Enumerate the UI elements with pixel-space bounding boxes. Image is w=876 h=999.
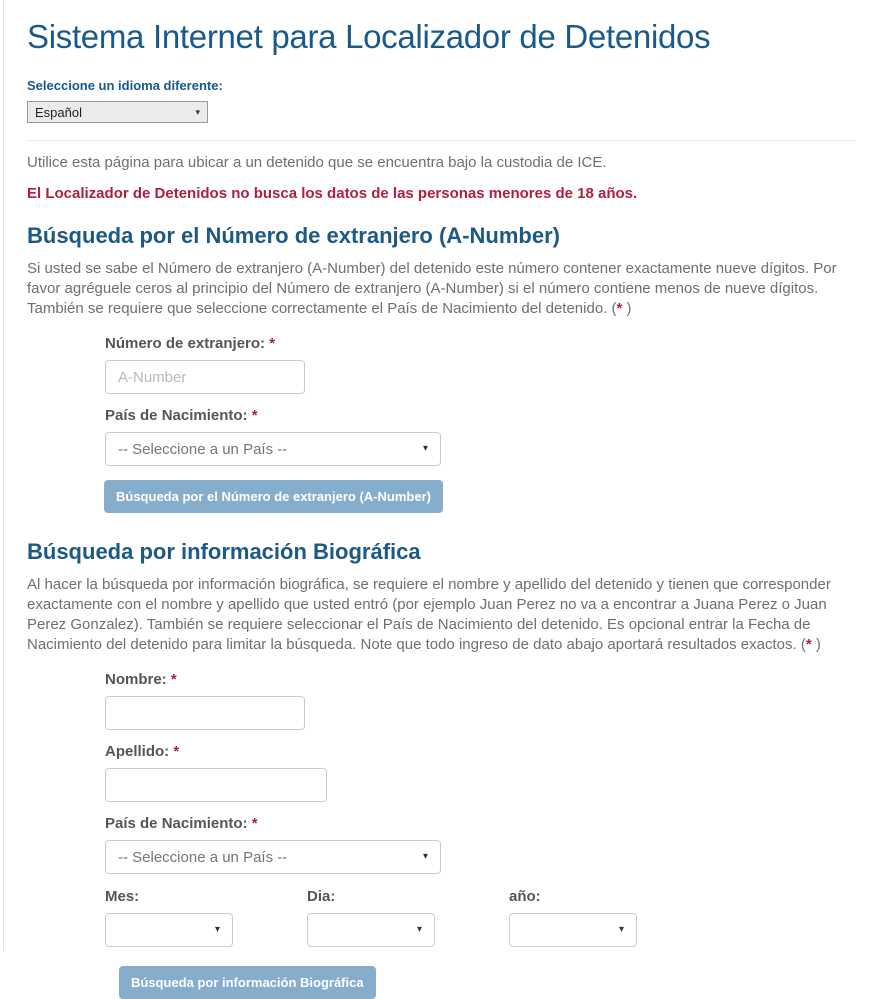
divider [27,140,856,141]
required-asterisk: * [251,407,258,424]
day-select[interactable] [307,913,435,947]
anumber-search-button[interactable]: Búsqueda por el Número de extranjero (A-Number) [104,480,443,513]
required-asterisk: * [251,815,258,832]
first-name-label: Nombre: * [105,671,177,688]
first-name-input[interactable] [105,696,305,730]
required-footnote: (* ) [611,300,632,317]
day-label: Dia: [307,888,336,905]
bio-section-heading: Búsqueda por información Biográfica [27,539,421,564]
bio-form [105,671,856,947]
required-asterisk: * [616,300,623,317]
anumber-input[interactable] [105,360,305,394]
bio-description-text: Al hacer la búsqueda por información biográfica, se requiere el nombre y apellido del detenido y tienen que corresponder exactamente con el nombre y apellido que usted entró (por ejemplo Juan Perez no va a encontrar a Juana Perez o Juan Perez Gonzalez). También se requiere seleccionar el País de Nacimiento del detenido. Es opcional entrar la Fecha de Nacimiento del detenido para limitar la búsqueda. Note que todo ingreso de dato abajo aportará resultados exactos. [27,576,831,653]
last-name-label: Apellido: * [105,743,180,760]
required-asterisk: * [269,335,276,352]
bio-country-selected-value: -- Seleccione a un País -- [118,848,288,866]
bio-country-label: País de Nacimiento: * [105,815,258,832]
birth-month-column [105,888,307,947]
caret-down-icon: ▾ [422,851,428,862]
language-selected-value: Español [35,104,82,120]
language-label: Seleccione un idioma diferente: [27,78,223,93]
minors-warning-text: El Localizador de Detenidos no busca los datos de las personas menores de 18 años. [27,185,638,202]
anumber-form [105,335,856,466]
anumber-country-label: País de Nacimiento: * [105,407,258,424]
last-name-input[interactable] [105,768,327,802]
birth-date-row [105,888,856,947]
birth-year-column [509,888,711,947]
birth-day-column [307,888,509,947]
bio-search-button[interactable]: Búsqueda por información Biográfica [119,966,376,999]
required-asterisk: * [805,636,812,653]
anumber-country-selected-value: -- Seleccione a un País -- [118,440,288,458]
month-label: Mes: [105,888,140,905]
caret-down-icon: ▾ [416,924,422,935]
anumber-description-text: Si usted se sabe el Número de extranjero (A-Number) del detenido este número contener exactamente nueve dígitos. Por favor agréguele ceros al principio del Número de extranjero (A-Number) si el número contiene menos de nueve dígitos. También se requiere que seleccione correctamente el País de Nacimiento del detenido. [27,260,837,317]
anumber-section-description [27,259,856,319]
intro-text: Utilice esta página para ubicar a un detenido que se encuentra bajo la custodia de ICE. [27,154,607,171]
bio-country-select[interactable] [105,840,441,874]
required-footnote: (* ) [800,636,821,653]
anumber-country-select[interactable] [105,432,441,466]
required-asterisk: * [173,743,180,760]
anumber-section-heading: Búsqueda por el Número de extranjero (A-Number) [27,223,560,248]
month-select[interactable] [105,913,233,947]
caret-down-icon: ▾ [618,924,624,935]
year-select[interactable] [509,913,637,947]
bio-section-description [27,575,856,655]
language-select[interactable] [27,101,208,123]
caret-down-icon: ▾ [422,443,428,454]
caret-down-icon: ▾ [214,924,220,935]
year-label: año: [509,888,541,905]
anumber-label: Número de extranjero: * [105,335,276,352]
required-asterisk: * [170,671,177,688]
caret-down-icon: ▾ [195,106,200,117]
detainee-locator-page [3,0,876,990]
page-title: Sistema Internet para Localizador de Detenidos [27,18,711,55]
